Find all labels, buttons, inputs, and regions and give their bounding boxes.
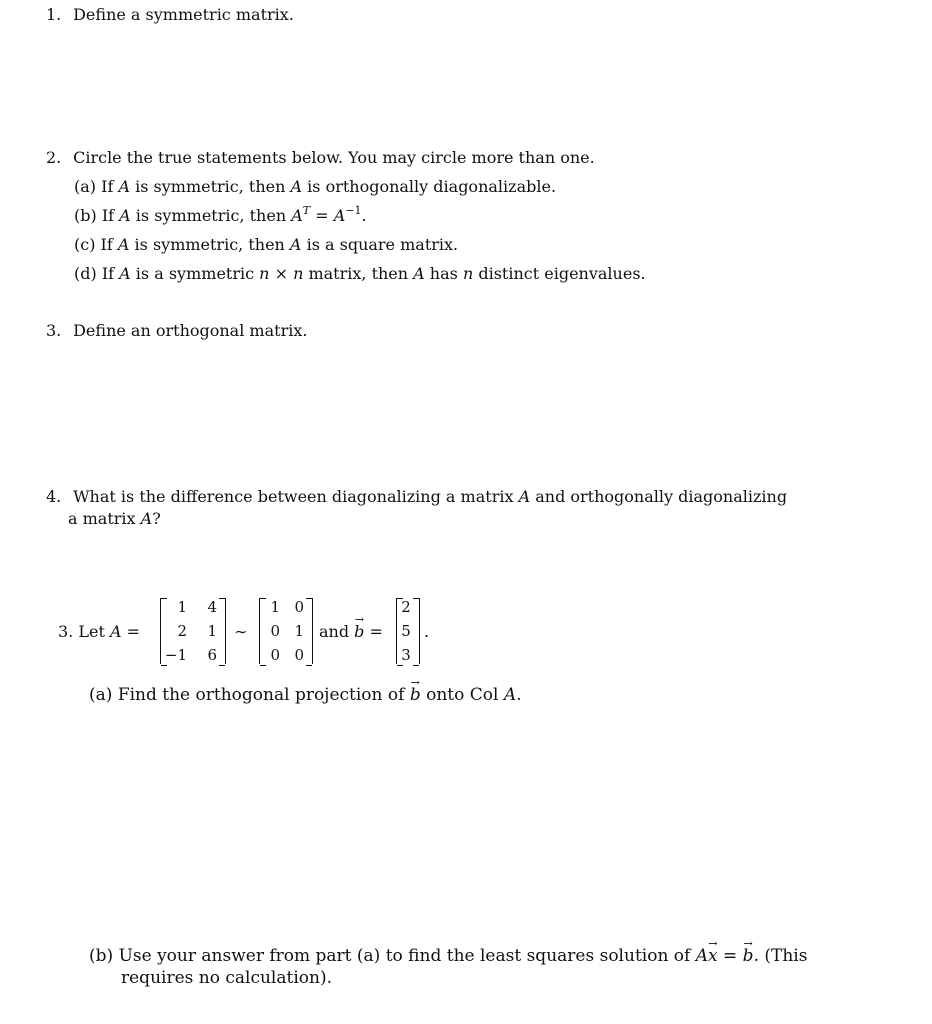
vector-b-cell: 5 — [401, 622, 411, 640]
part-a: (a) Find the orthogonal projection of → b onto Col A. — [89, 684, 522, 706]
matrix-a-cell: 2 — [177, 622, 187, 640]
question-4-number: 4. — [46, 487, 62, 506]
matrix-rref-cell: 0 — [294, 598, 304, 616]
matrix-rref-cell: 1 — [294, 622, 304, 640]
matrix-rref-cell: 1 — [270, 598, 280, 616]
option-c: (c) If A is symmetric, then A is a square matrix. — [74, 235, 459, 254]
question-1 — [46, 4, 294, 26]
question-4: 4. What is the difference between diagonalizing a matrix A and orthogonally diagonalizing — [46, 487, 788, 506]
question-3-text: Define an orthogonal matrix. — [73, 321, 308, 340]
question-3-define — [46, 320, 307, 342]
matrix-a-cell: 4 — [207, 598, 217, 616]
matrix-a-cell: 6 — [207, 646, 217, 664]
matrix-a-cell: 1 — [207, 622, 217, 640]
question-1-number: 1. — [46, 5, 62, 24]
question-3-let: 3. Let A = — [58, 622, 141, 641]
part-b-line-2: requires no calculation). — [121, 968, 332, 988]
matrix-a — [160, 598, 226, 664]
matrix-rref — [259, 598, 313, 664]
matrix-rref-cell: 0 — [270, 646, 280, 664]
question-3b-number: 3. — [58, 622, 74, 641]
option-d-label: (d) — [74, 264, 97, 283]
vector-b — [396, 598, 420, 664]
and-b-equals: and → b = — [319, 621, 383, 643]
vector-b-symbol: → b — [354, 621, 364, 643]
matrix-rref-cell: 0 — [270, 622, 280, 640]
question-4-line-2: a matrix A? — [68, 509, 161, 528]
question-2 — [46, 147, 595, 169]
row-equivalent-symbol: ∼ — [234, 622, 248, 641]
vector-b-cell: 3 — [401, 646, 411, 664]
question-3-number: 3. — [46, 321, 62, 340]
option-b-label: (b) — [74, 206, 97, 225]
matrix-a-cell: 1 — [177, 598, 187, 616]
option-a: (a) If A is symmetric, then A is orthogonally diagonalizable. — [74, 177, 557, 196]
part-a-label: (a) — [89, 685, 113, 705]
vector-b-cell: 2 — [401, 598, 411, 616]
option-c-label: (c) — [74, 235, 96, 254]
matrix-a-cell: −1 — [164, 646, 187, 664]
part-b: (b) Use your answer from part (a) to find the least squares solution of A→ x = → b. (This — [89, 945, 807, 967]
period: . — [424, 622, 430, 641]
option-d: (d) If A is a symmetric n × n matrix, then A has n distinct eigenvalues. — [74, 264, 646, 283]
question-2-number: 2. — [46, 148, 62, 167]
part-b-label: (b) — [89, 946, 114, 966]
question-2-text: Circle the true statements below. You may circle more than one. — [73, 148, 595, 167]
matrix-rref-cell: 0 — [294, 646, 304, 664]
option-a-label: (a) — [74, 177, 97, 196]
option-b: (b) If A is symmetric, then $A^T = A^{-1}$. — [74, 203, 367, 225]
question-1-text: Define a symmetric matrix. — [73, 5, 294, 24]
